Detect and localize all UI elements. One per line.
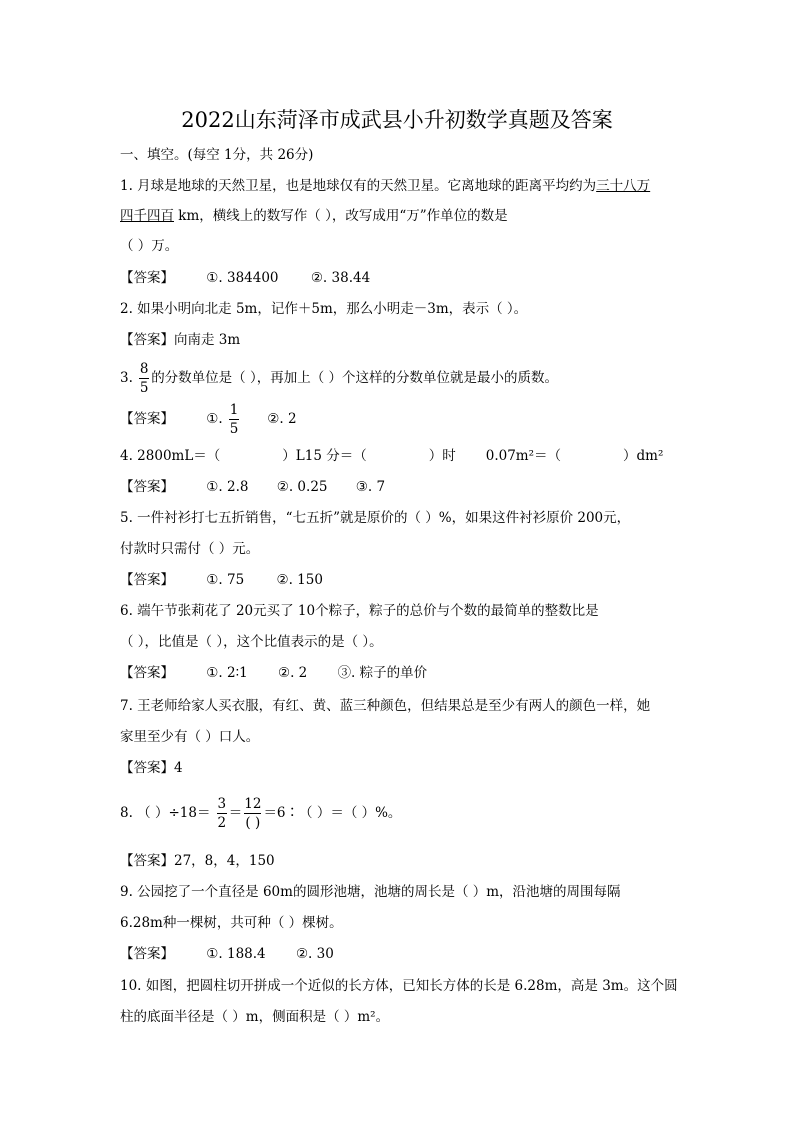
- answer-3-part-2: ②. 2: [267, 411, 297, 427]
- answer-label: 【答案】: [120, 760, 174, 776]
- question-1-line-2: [120, 206, 508, 226]
- answer-label: 【答案】: [120, 479, 174, 495]
- question-10-line-2: 柱的底面半径是（ ）m，侧面积是（ ）m²。: [120, 1009, 390, 1025]
- answer-4-part-3: ③. 7: [355, 479, 386, 495]
- answer-2-value: 向南走 3m: [174, 332, 241, 348]
- answer-2: [120, 330, 240, 350]
- answer-8: [120, 851, 275, 871]
- question-6-line-1: 6. 端午节张莉花了 20元买了 10个粽子，粽子的总价与个数的最简单的整数比是: [120, 603, 599, 619]
- answer-4: [120, 477, 385, 497]
- answer-label: 【答案】: [120, 853, 174, 869]
- question-1-line-1: [120, 176, 650, 196]
- answer-3-part-1: ①.: [206, 411, 223, 427]
- question-1-text-2: km，横线上的数写作（ ），改写成用“万”作单位的数是: [174, 208, 508, 224]
- answer-label: 【答案】: [120, 946, 174, 962]
- page-title: 2022山东菏泽市成武县小升初数学真题及答案: [181, 108, 613, 132]
- question-8-part-a: 8. （ ）÷18＝: [120, 805, 211, 821]
- answer-label: 【答案】: [120, 572, 174, 588]
- question-3: [120, 358, 558, 398]
- question-4-part-b: ）L15 分＝（: [282, 448, 367, 464]
- fraction-denominator: 2: [217, 815, 227, 831]
- answer-3: [120, 399, 297, 439]
- answer-9-part-1: ①. 188.4: [206, 946, 266, 962]
- answer-6-part-1: ①. 2∶1: [206, 665, 248, 681]
- question-10-line-1: 10. 如图，把圆柱切开拼成一个近似的长方体，已知长方体的长是 6.28m，高是 3m。这个圆: [120, 978, 678, 994]
- question-7-line-2: 家里至少有（ ）口人。: [120, 729, 260, 745]
- fraction-denominator: 5: [229, 421, 239, 437]
- question-4-part-c: ）时: [428, 448, 456, 464]
- answer-label: 【答案】: [120, 270, 174, 286]
- answer-7-value: 4: [174, 760, 183, 776]
- answer-8-value: 27，8，4，150: [174, 853, 275, 869]
- question-3-fraction: [139, 360, 149, 397]
- answer-label: 【答案】: [120, 411, 174, 427]
- answer-6-part-2: ②. 2: [277, 665, 308, 681]
- answer-7: [120, 758, 183, 778]
- answer-9-part-2: ②. 30: [295, 946, 334, 962]
- answer-1: [120, 268, 370, 288]
- question-8-equals: ＝: [228, 805, 243, 821]
- question-7-line-1: 7. 王老师给家人买衣服，有红、黄、蓝三种颜色，但结果总是至少有两人的颜色一样，她: [120, 698, 651, 714]
- answer-1-part-2: ②. 38.44: [310, 270, 371, 286]
- question-1-underlined-number: 三十八万: [596, 178, 651, 194]
- answer-5: [120, 570, 323, 590]
- answer-1-part-1: ①. 384400: [206, 270, 279, 286]
- fraction-numerator: 12: [244, 796, 262, 812]
- section-heading: 一、填空。(每空 1分，共 26分): [120, 147, 314, 163]
- question-4: [120, 446, 663, 466]
- question-9-line-1: 9. 公园挖了一个直径是 60m的圆形池塘，池塘的周长是（ ）m，沿池塘的周围每隔: [120, 884, 621, 900]
- answer-4-part-2: ②. 0.25: [276, 479, 328, 495]
- question-1-underlined-number-cont: 四千四百: [120, 208, 174, 224]
- question-4-part-d: 0.07m²＝（: [485, 448, 562, 464]
- question-1-text: 1. 月球是地球的天然卫星，也是地球仅有的天然卫星。它离地球的距离平均约为: [120, 178, 597, 194]
- answer-6-part-3: ③. 粽子的单价: [337, 665, 428, 681]
- answer-4-part-1: ①. 2.8: [206, 479, 249, 495]
- question-5-line-1: 5. 一件衬衫打七五折销售，“七五折”就是原价的（ ）%，如果这件衬衫原价 200元，: [120, 510, 631, 526]
- question-6-line-2: （ ），比值是（ ），这个比值表示的是（ ）。: [120, 634, 383, 650]
- fraction-denominator: 5: [139, 380, 149, 396]
- answer-label: 【答案】: [120, 665, 174, 681]
- question-3-text: 的分数单位是（ ），再加上（ ）个这样的分数单位就是最小的质数。: [151, 370, 559, 386]
- question-5-line-2: 付款时只需付（ ）元。: [120, 541, 260, 557]
- question-3-number: 3.: [120, 370, 133, 386]
- question-1-line-3: （ ）万。: [120, 238, 179, 254]
- fraction-denominator: ( ): [245, 815, 261, 831]
- answer-9: [120, 944, 334, 964]
- question-8-part-b: ＝6∶（ ）＝（ ）%。: [263, 805, 402, 821]
- question-4-part-e: ）dm²: [623, 448, 664, 464]
- answer-5-part-2: ②. 150: [276, 572, 323, 588]
- question-4-part-a: 4. 2800mL＝（: [120, 448, 221, 464]
- question-2: 2. 如果小明向北走 5m，记作＋5m，那么小明走－3m，表示（ ）。: [120, 301, 528, 317]
- answer-3-fraction: [229, 401, 239, 438]
- question-8-fraction-1: [217, 795, 227, 832]
- answer-6: [120, 663, 427, 683]
- question-8: [120, 792, 401, 834]
- fraction-numerator: 1: [229, 402, 239, 418]
- fraction-numerator: 3: [217, 796, 227, 812]
- answer-5-part-1: ①. 75: [206, 572, 245, 588]
- answer-label: 【答案】: [120, 332, 174, 348]
- question-8-fraction-2: [244, 795, 261, 832]
- question-9-line-2: 6.28m种一棵树，共可种（ ）棵树。: [120, 915, 343, 931]
- fraction-numerator: 8: [139, 361, 149, 377]
